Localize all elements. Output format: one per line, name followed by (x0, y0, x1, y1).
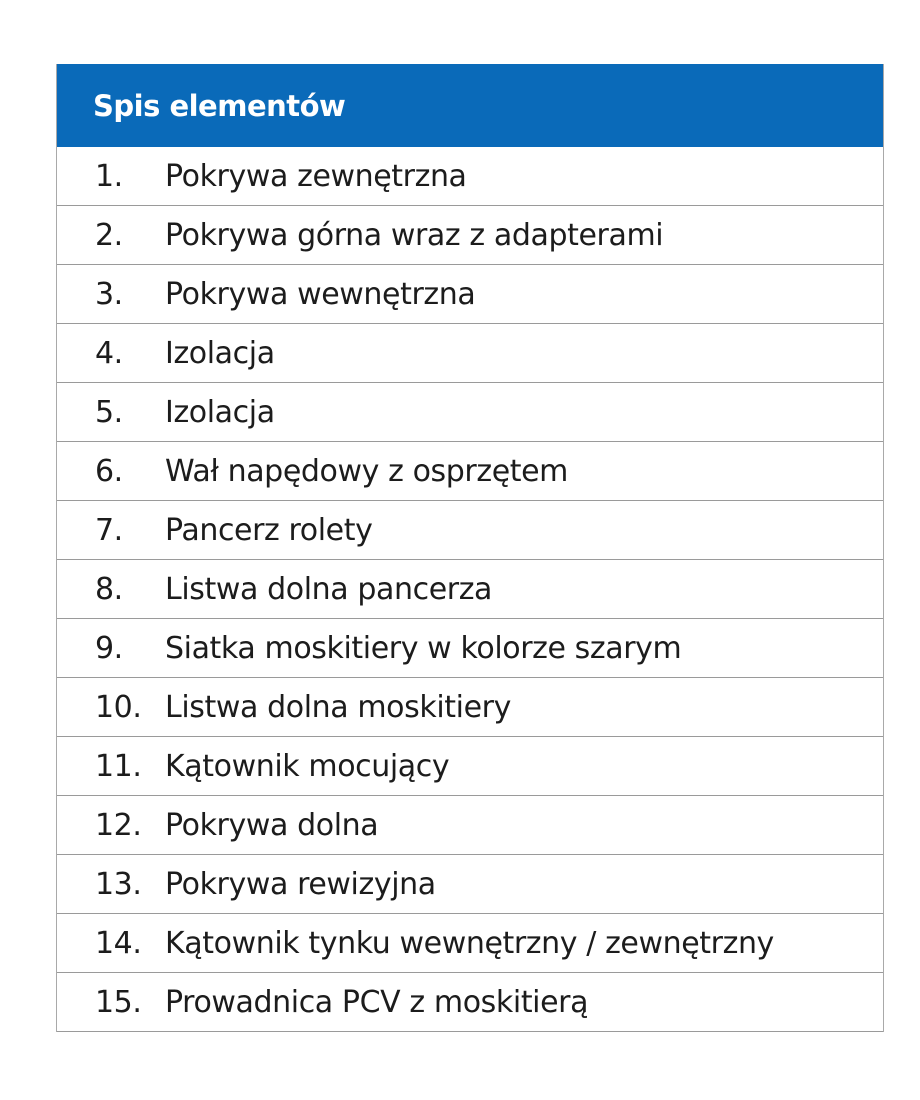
row-label: Pokrywa wewnętrzna (165, 276, 476, 312)
table-row (57, 324, 883, 383)
row-number: 4. (95, 335, 123, 371)
table-row (57, 914, 883, 973)
row-label: Listwa dolna moskitiery (165, 689, 511, 725)
row-number: 10. (95, 689, 142, 725)
table-row (57, 560, 883, 619)
row-label: Pokrywa rewizyjna (165, 866, 436, 902)
table-row (57, 796, 883, 855)
table-header (57, 64, 883, 147)
table-row (57, 501, 883, 560)
row-number: 11. (95, 748, 142, 784)
table-row (57, 678, 883, 737)
row-number: 1. (95, 158, 123, 194)
row-number: 5. (95, 394, 123, 430)
row-number: 14. (95, 925, 142, 961)
row-label: Kątownik mocujący (165, 748, 450, 784)
row-label: Pokrywa górna wraz z adapterami (165, 217, 664, 253)
table-row (57, 855, 883, 914)
table-row (57, 206, 883, 265)
row-number: 15. (95, 984, 142, 1020)
row-label: Prowadnica PCV z moskitierą (165, 984, 589, 1020)
row-label: Siatka moskitiery w kolorze szarym (165, 630, 682, 666)
table-row (57, 442, 883, 501)
row-label: Pokrywa zewnętrzna (165, 158, 467, 194)
parts-list-table (56, 64, 884, 1032)
table-row (57, 737, 883, 796)
row-number: 2. (95, 217, 123, 253)
row-number: 13. (95, 866, 142, 902)
table-row (57, 265, 883, 324)
row-number: 6. (95, 453, 123, 489)
table-row (57, 619, 883, 678)
row-label: Wał napędowy z osprzętem (165, 453, 569, 489)
table-title: Spis elementów (93, 88, 346, 123)
row-label: Izolacja (165, 335, 275, 371)
row-label: Izolacja (165, 394, 275, 430)
table-row (57, 147, 883, 206)
table-row (57, 973, 883, 1032)
row-number: 8. (95, 571, 123, 607)
row-label: Pancerz rolety (165, 512, 373, 548)
row-number: 9. (95, 630, 123, 666)
row-number: 12. (95, 807, 142, 843)
row-label: Listwa dolna pancerza (165, 571, 493, 607)
row-number: 3. (95, 276, 123, 312)
table-row (57, 383, 883, 442)
row-label: Pokrywa dolna (165, 807, 379, 843)
row-label: Kątownik tynku wewnętrzny / zewnętrzny (165, 925, 774, 961)
row-number: 7. (95, 512, 123, 548)
